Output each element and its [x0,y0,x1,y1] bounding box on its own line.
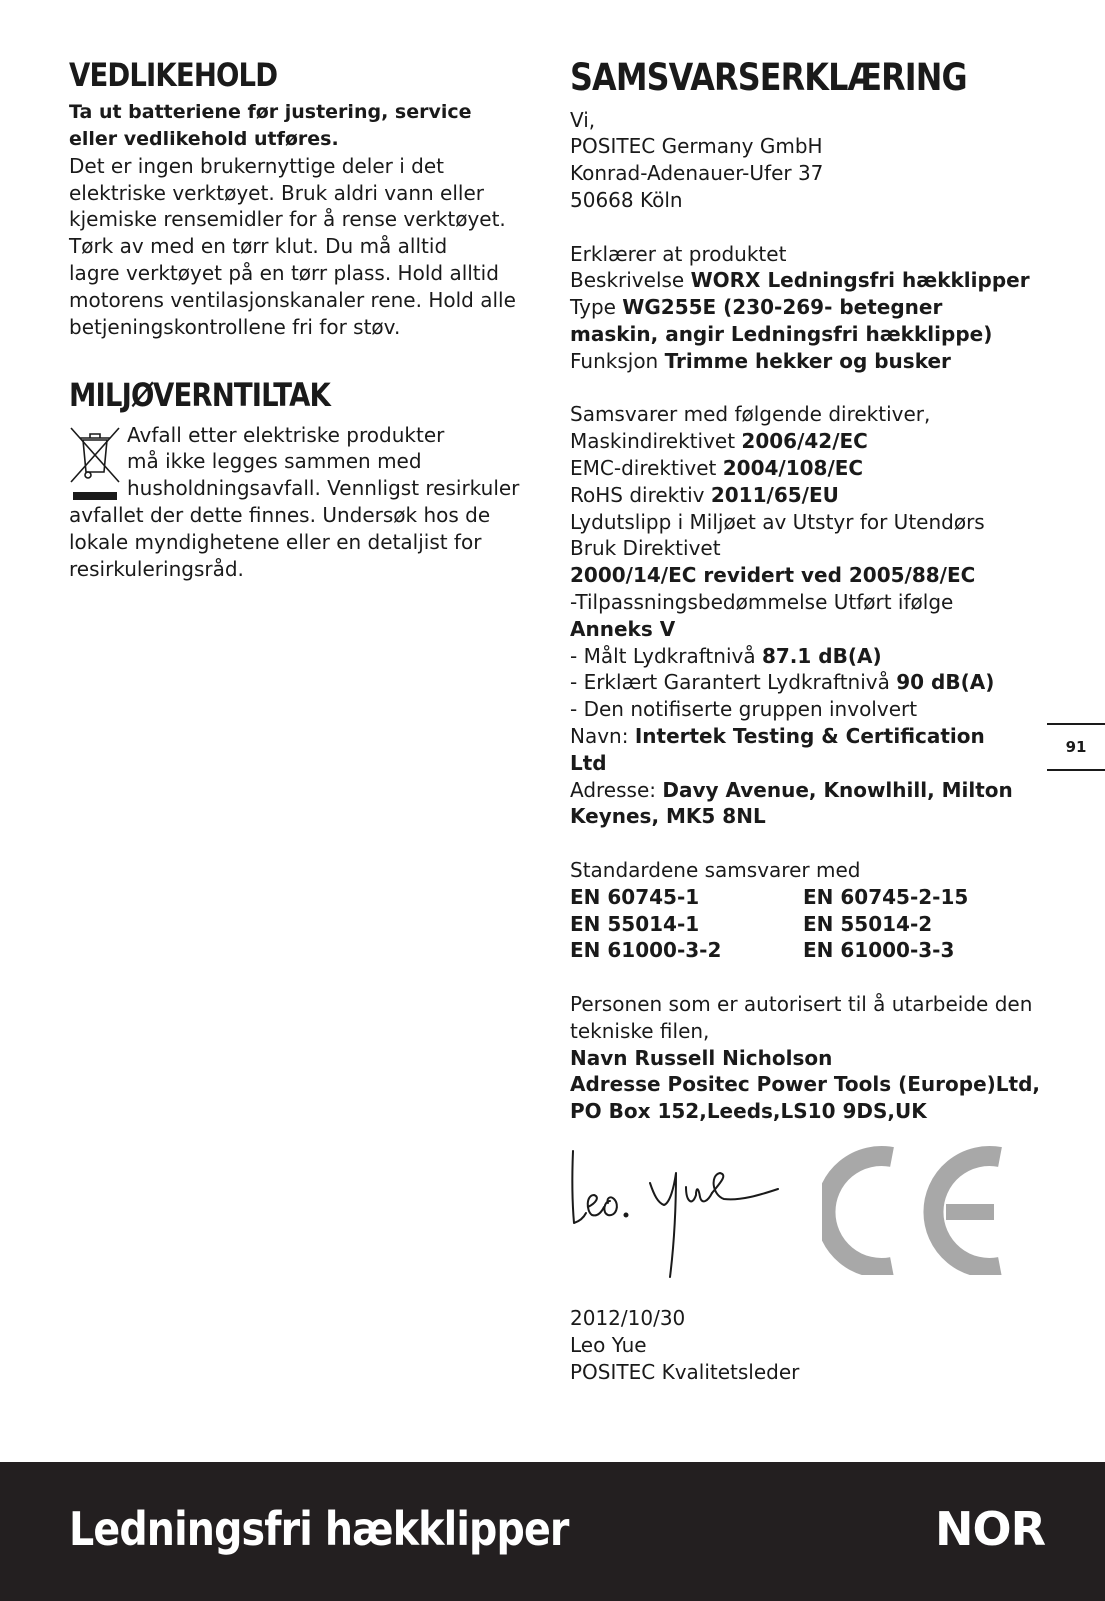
environment-line: husholdningsavfall. Vennligst resirkuler [127,476,520,501]
type-value: WG255E (230-269- betegner [622,295,943,320]
environment-line: avfallet der dette finnes. Undersøk hos de [69,502,491,527]
signer-name: Leo Yue [570,1332,647,1357]
notified-name-value: Intertek Testing & Certification [634,724,985,749]
declaration-heading: SAMSVARSERKLÆRING [570,56,967,99]
function-value: Trimme hekker og busker [664,348,951,373]
footer-title: Ledningsfri hækklipper [69,1502,569,1556]
rohs-directive-label: RoHS direktiv [570,482,711,507]
guaranteed-sound-value: 90 dB(A) [896,670,995,695]
signer-block [570,1305,1040,1385]
address-line: Vi, [570,107,596,132]
authorized-address: PO Box 152,Leeds,LS10 9DS,UK [570,1099,927,1124]
maintenance-lead [69,99,539,153]
standard-item: EN 55014-2 [803,911,933,936]
noise-directive-value: 2000/14/EC revidert ved 2005/88/EC [570,563,976,588]
standards-list [570,884,1040,964]
signer-title: POSITEC Kvalitetsleder [570,1359,800,1384]
maintenance-line: Tørk av med en tørr klut. Du må alltid [69,234,448,259]
machine-directive-value: 2006/42/EC [741,429,868,454]
environment-line: må ikke legges sammen med [127,449,422,474]
rohs-directive-value: 2011/65/EU [710,482,839,507]
authorized-address: Adresse Positec Power Tools (Europe)Ltd, [570,1072,1040,1097]
handwritten-signature [570,1145,800,1295]
standards-intro: Standardene samsvarer med [570,858,861,882]
maintenance-line: motorens ventilasjonskanaler rene. Hold alle [69,287,516,312]
standard-item: EN 55014-1 [570,911,700,936]
environment-line: lokale myndighetene eller en detaljist for [69,529,482,554]
product-declaration [570,241,1040,375]
maintenance-line: kjemiske rensemidler for å rense verktøyet. [69,207,506,232]
standard-item: EN 60745-2-15 [803,884,969,909]
footer-language: NOR [934,1502,1045,1556]
notified-body-text: - Den notifiserte gruppen involvert [570,697,918,722]
guaranteed-sound-label: - Erklært Garantert Lydkraftnivå [570,670,897,695]
measured-sound-value: 87.1 dB(A) [761,643,882,668]
address-line: 50668 Köln [570,188,683,213]
environment-heading: MILJØVERNTILTAK [69,376,330,415]
footer-bar [0,1462,1105,1601]
directives-block [570,401,1040,830]
maintenance-line: Det er ingen brukernyttige deler i det [69,153,444,178]
emc-directive-label: EMC-direktivet [570,456,723,481]
maintenance-lead-line: eller vedlikehold utføres. [69,127,339,150]
authorized-person [570,991,1040,1125]
noise-directive-text: Bruk Direktivet [570,536,721,561]
signature-date: 2012/10/30 [570,1305,686,1330]
type-label: Type [570,295,623,320]
right-column [570,58,1040,1385]
authorized-name: Navn Russell Nicholson [570,1045,833,1070]
measured-sound-label: - Målt Lydkraftnivå [570,643,762,668]
environment-line: Avfall etter elektriske produkter [127,422,445,447]
notified-address-value: Keynes, MK5 8NL [570,804,766,829]
standard-item: EN 60745-1 [570,884,700,909]
type-value: maskin, angir Ledningsfri hækklippe) [570,322,993,347]
emc-directive-value: 2004/108/EC [722,456,864,481]
standard-item: EN 61000-3-3 [803,938,955,963]
ce-mark-icon [822,1145,1012,1275]
authorized-text: tekniske filen, [570,1018,710,1043]
left-column [69,58,539,582]
signature-area [570,1145,1040,1305]
maintenance-heading: VEDLIKEHOLD [69,56,278,94]
authorized-text: Personen som er autorisert til å utarbeide den [570,991,1033,1016]
description-label: Beskrivelse [570,268,691,293]
function-label: Funksjon [570,348,665,373]
maintenance-line: elektriske verktøyet. Bruk aldri vann eller [69,180,484,205]
environment-section [69,422,539,583]
address-line: Konrad-Adenauer-Ufer 37 [570,161,824,186]
address-line: POSITEC Germany GmbH [570,134,823,159]
crossed-out-wheelie-bin-icon [69,426,121,502]
page-number: 91 [1047,723,1105,771]
noise-directive-text: Lydutslipp i Miljøet av Utstyr for Utendørs [570,509,985,534]
environment-line: resirkuleringsråd. [69,556,244,581]
description-value: WORX Ledningsfri hækklipper [690,268,1030,293]
standard-item: EN 61000-3-2 [570,938,722,963]
manufacturer-address [570,107,1040,214]
notified-name-value: Ltd [570,750,607,775]
machine-directive-label: Maskindirektivet [570,429,742,454]
maintenance-body [69,153,539,341]
notified-name-label: Navn: [570,724,635,749]
maintenance-lead-line: Ta ut batteriene før justering, service [69,101,472,124]
maintenance-line: betjeningskontrollene fri for støv. [69,314,401,339]
declares-text: Erklærer at produktet [570,241,787,266]
notified-address-value: Davy Avenue, Knowlhill, Milton [662,777,1013,802]
directives-intro: Samsvarer med følgende direktiver, [570,402,931,427]
maintenance-line: lagre verktøyet på en tørr plass. Hold alltid [69,260,499,285]
conformity-text: -Tilpassningsbedømmelse Utført ifølge [570,590,954,615]
notified-address-label: Adresse: [570,777,663,802]
annex-value: Anneks V [570,616,676,641]
